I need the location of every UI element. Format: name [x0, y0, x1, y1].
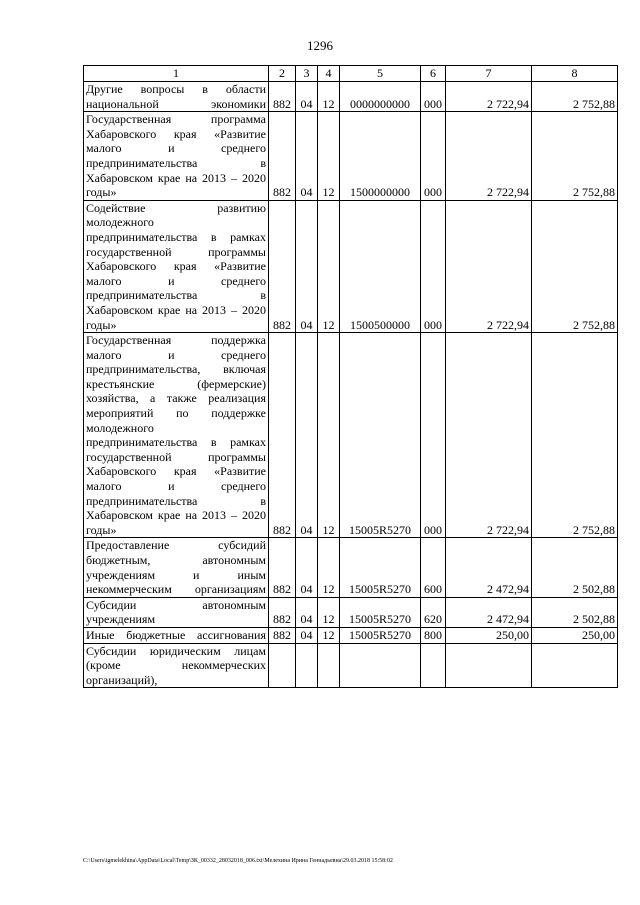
cell-amount-1: 2 722,94	[446, 82, 532, 112]
cell-admin	[269, 643, 296, 688]
cell-amount-2: 2 752,88	[532, 82, 618, 112]
column-header: 5	[340, 66, 421, 82]
cell-amount-1: 2 472,94	[446, 597, 532, 627]
column-header: 4	[318, 66, 340, 82]
cell-subsection: 12	[318, 112, 340, 201]
cell-admin: 882	[269, 82, 296, 112]
cell-subsection: 12	[318, 538, 340, 597]
cell-expense-type: 000	[421, 333, 446, 538]
cell-amount-2: 2 502,88	[532, 597, 618, 627]
header-row	[84, 66, 618, 82]
cell-section: 04	[296, 538, 318, 597]
cell-admin: 882	[269, 333, 296, 538]
table-row	[84, 82, 618, 112]
table-row	[84, 643, 618, 688]
cell-section: 04	[296, 200, 318, 332]
cell-subsection	[318, 643, 340, 688]
cell-expense-type	[421, 643, 446, 688]
row-name: Субсидии юридическим лицам (кроме некоммерческих организаций),	[84, 643, 269, 688]
column-header: 6	[421, 66, 446, 82]
cell-subsection: 12	[318, 333, 340, 538]
cell-target: 15005R5270	[340, 597, 421, 627]
table-row	[84, 333, 618, 538]
row-name: Государственная программа Хабаровского края «Развитие малого и среднего предпринимательства в Хабаровском крае на 2013 – 2020 годы»	[84, 112, 269, 201]
cell-expense-type: 800	[421, 627, 446, 643]
table-row	[84, 200, 618, 332]
cell-section: 04	[296, 627, 318, 643]
cell-target: 1500000000	[340, 112, 421, 201]
cell-section: 04	[296, 597, 318, 627]
row-name: Субсидии автономным учреждениям	[84, 597, 269, 627]
cell-expense-type: 000	[421, 82, 446, 112]
column-header: 1	[84, 66, 269, 82]
cell-amount-1: 2 472,94	[446, 538, 532, 597]
cell-expense-type: 600	[421, 538, 446, 597]
row-name: Содействие развитию молодежного предпринимательства в рамках государственной программы Хабаровского края «Развитие малого и среднего предпринимательства в Хабаровском крае на 2013 – 2020 годы»	[84, 200, 269, 332]
cell-admin: 882	[269, 538, 296, 597]
cell-amount-2	[532, 643, 618, 688]
cell-target: 15005R5270	[340, 333, 421, 538]
cell-amount-1: 2 722,94	[446, 112, 532, 201]
cell-subsection: 12	[318, 597, 340, 627]
cell-amount-2: 2 752,88	[532, 112, 618, 201]
cell-target: 0000000000	[340, 82, 421, 112]
budget-table	[83, 65, 618, 688]
cell-section: 04	[296, 82, 318, 112]
cell-amount-1: 250,00	[446, 627, 532, 643]
file-path-footer: C:\Users\igmelekhina\AppData\Local\Temp\ЗК_00332_28032018_006.txt\Мелехина Ирина Геннадьевна\29.03.2018 15:58:02	[83, 858, 393, 864]
column-header: 2	[269, 66, 296, 82]
table-row	[84, 597, 618, 627]
cell-amount-1: 2 722,94	[446, 200, 532, 332]
cell-subsection: 12	[318, 200, 340, 332]
row-name: Предоставление субсидий бюджетным, автономным учреждениям и иным некоммерческим организациям	[84, 538, 269, 597]
cell-target: 1500500000	[340, 200, 421, 332]
cell-expense-type: 620	[421, 597, 446, 627]
column-header: 3	[296, 66, 318, 82]
cell-section: 04	[296, 112, 318, 201]
row-name: Государственная поддержка малого и среднего предпринимательства, включая крестьянские (фермерские) хозяйства, а также реализация мероприятий по поддержке молодежного предпринимательства в рамках государственной программы Хабаровского края «Развитие малого и среднего предпринимательства в Хабаровском крае на 2013 – 2020 годы»	[84, 333, 269, 538]
row-name: Другие вопросы в области национальной экономики	[84, 82, 269, 112]
cell-amount-2: 2 752,88	[532, 200, 618, 332]
cell-admin: 882	[269, 200, 296, 332]
cell-target	[340, 643, 421, 688]
cell-subsection: 12	[318, 82, 340, 112]
cell-amount-1	[446, 643, 532, 688]
table-row	[84, 538, 618, 597]
cell-amount-2: 250,00	[532, 627, 618, 643]
cell-admin: 882	[269, 597, 296, 627]
cell-section: 04	[296, 333, 318, 538]
cell-admin: 882	[269, 627, 296, 643]
cell-admin: 882	[269, 112, 296, 201]
cell-expense-type: 000	[421, 112, 446, 201]
table-row	[84, 112, 618, 201]
column-header: 7	[446, 66, 532, 82]
cell-amount-2: 2 752,88	[532, 333, 618, 538]
cell-subsection: 12	[318, 627, 340, 643]
cell-section	[296, 643, 318, 688]
column-header: 8	[532, 66, 618, 82]
cell-expense-type: 000	[421, 200, 446, 332]
cell-amount-2: 2 502,88	[532, 538, 618, 597]
cell-target: 15005R5270	[340, 627, 421, 643]
row-name: Иные бюджетные ассигнования	[84, 627, 269, 643]
cell-amount-1: 2 722,94	[446, 333, 532, 538]
table-row	[84, 627, 618, 643]
page-number: 1296	[307, 38, 333, 53]
cell-target: 15005R5270	[340, 538, 421, 597]
